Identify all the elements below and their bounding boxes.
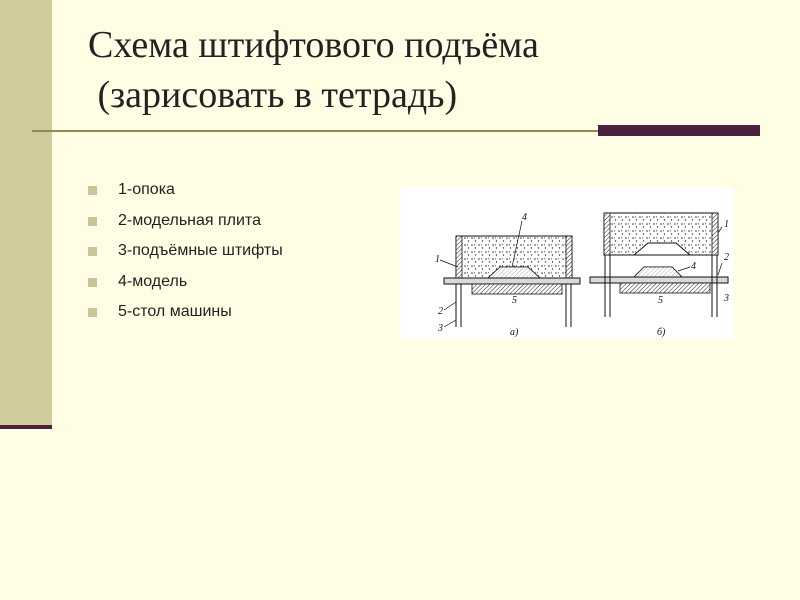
label-4-b: 4 (691, 261, 696, 272)
sidebar-bar (0, 0, 52, 428)
caption-a: а) (510, 327, 519, 338)
list-item (88, 236, 283, 267)
list-item-label: 2-модельная плита (118, 211, 261, 229)
diagram-a (435, 212, 580, 338)
label-3-a: 3 (438, 323, 443, 334)
label-2-b: 2 (724, 252, 729, 263)
list-item (88, 267, 283, 298)
caption-b: б) (657, 327, 666, 338)
title-line-1: Схема штифтового подъёма (88, 24, 539, 66)
title-line-2: (зарисовать в тетрадь) (88, 74, 458, 116)
label-1-a: 1 (435, 254, 440, 265)
bullet-icon (88, 186, 97, 195)
diagram-b (590, 213, 729, 338)
bullet-icon (88, 308, 97, 317)
label-5-b: 5 (658, 295, 663, 306)
label-4-a: 4 (522, 212, 527, 223)
pin-lift-diagram (400, 187, 734, 338)
slide-title (88, 20, 539, 120)
title-divider-accent (598, 125, 760, 136)
label-5-a: 5 (512, 295, 517, 306)
bullet-icon (88, 247, 97, 256)
list-item (88, 206, 283, 237)
bullet-icon (88, 278, 97, 287)
list-item (88, 297, 283, 328)
list-item-label: 1-опока (118, 181, 175, 198)
pin-lift-diagram-svg (400, 187, 734, 338)
label-2-a: 2 (438, 306, 443, 317)
bullet-icon (88, 217, 97, 226)
list-item (88, 175, 283, 206)
legend-list (88, 175, 283, 328)
sidebar-accent-line (0, 425, 52, 429)
label-3-b: 3 (724, 293, 729, 304)
list-item-label: 3-подъёмные штифты (118, 242, 283, 259)
list-item-label: 5-стол машины (118, 303, 232, 320)
label-1-b: 1 (724, 219, 729, 230)
list-item-label: 4-модель (118, 272, 188, 290)
